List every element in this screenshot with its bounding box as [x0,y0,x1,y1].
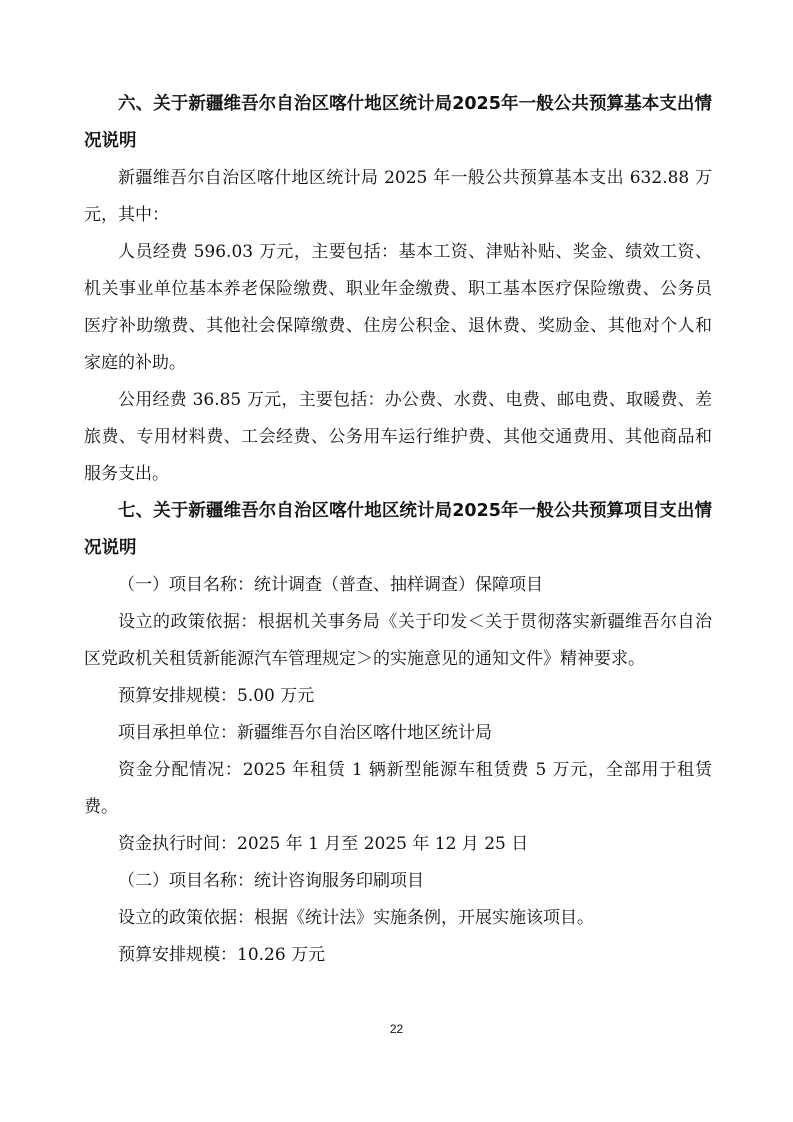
section-heading-six: 六、关于新疆维吾尔自治区喀什地区统计局2025年一般公共预算基本支出情况说明 [84,94,712,151]
project-one-name: （一）项目名称：统计调查（普查、抽样调查）保障项目 [118,575,543,595]
page-number: 22 [389,1022,404,1036]
section-heading-seven: 七、关于新疆维吾尔自治区喀什地区统计局2025年一般公共预算项目支出情况说明 [84,501,712,558]
paragraph-basic-expenditure: 新疆维吾尔自治区喀什地区统计局 2025 年一般公共预算基本支出 632.88 万元，其中： [84,168,712,225]
project-one-fund-allocation: 资金分配情况：2025 年租赁 1 辆新型能源车租赁费 5 万元，全部用于租赁费。 [84,760,712,817]
project-two-budget-scale: 预算安排规模：10.26 万元 [118,945,326,965]
project-one-budget-scale: 预算安排规模：5.00 万元 [118,686,315,706]
page-content [84,86,712,974]
project-one-policy-basis: 设立的政策依据：根据机关事务局《关于印发＜关于贯彻落实新疆维吾尔自治区党政机关租赁新能源汽车管理规定＞的实施意见的通知文件》精神要求。 [84,612,712,669]
paragraph-personnel-expenses: 人员经费 596.03 万元，主要包括：基本工资、津贴补贴、奖金、绩效工资、机关事业单位基本养老保险缴费、职业年金缴费、职工基本医疗保险缴费、公务员医疗补助缴费、其他社会保障缴费、住房公积金、退休费、奖励金、其他对个人和家庭的补助。 [84,242,712,373]
project-two-policy-basis: 设立的政策依据：根据《统计法》实施条例，开展实施该项目。 [118,908,594,928]
project-one-undertaking-unit: 项目承担单位：新疆维吾尔自治区喀什地区统计局 [118,723,492,743]
project-two-name: （二）项目名称：统计咨询服务印刷项目 [118,871,424,891]
paragraph-public-expenses: 公用经费 36.85 万元，主要包括：办公费、水费、电费、邮电费、取暖费、差旅费、专用材料费、工会经费、公务用车运行维护费、其他交通费用、其他商品和服务支出。 [84,390,712,484]
project-one-execution-time: 资金执行时间：2025 年 1 月至 2025 年 12 月 25 日 [118,834,529,854]
